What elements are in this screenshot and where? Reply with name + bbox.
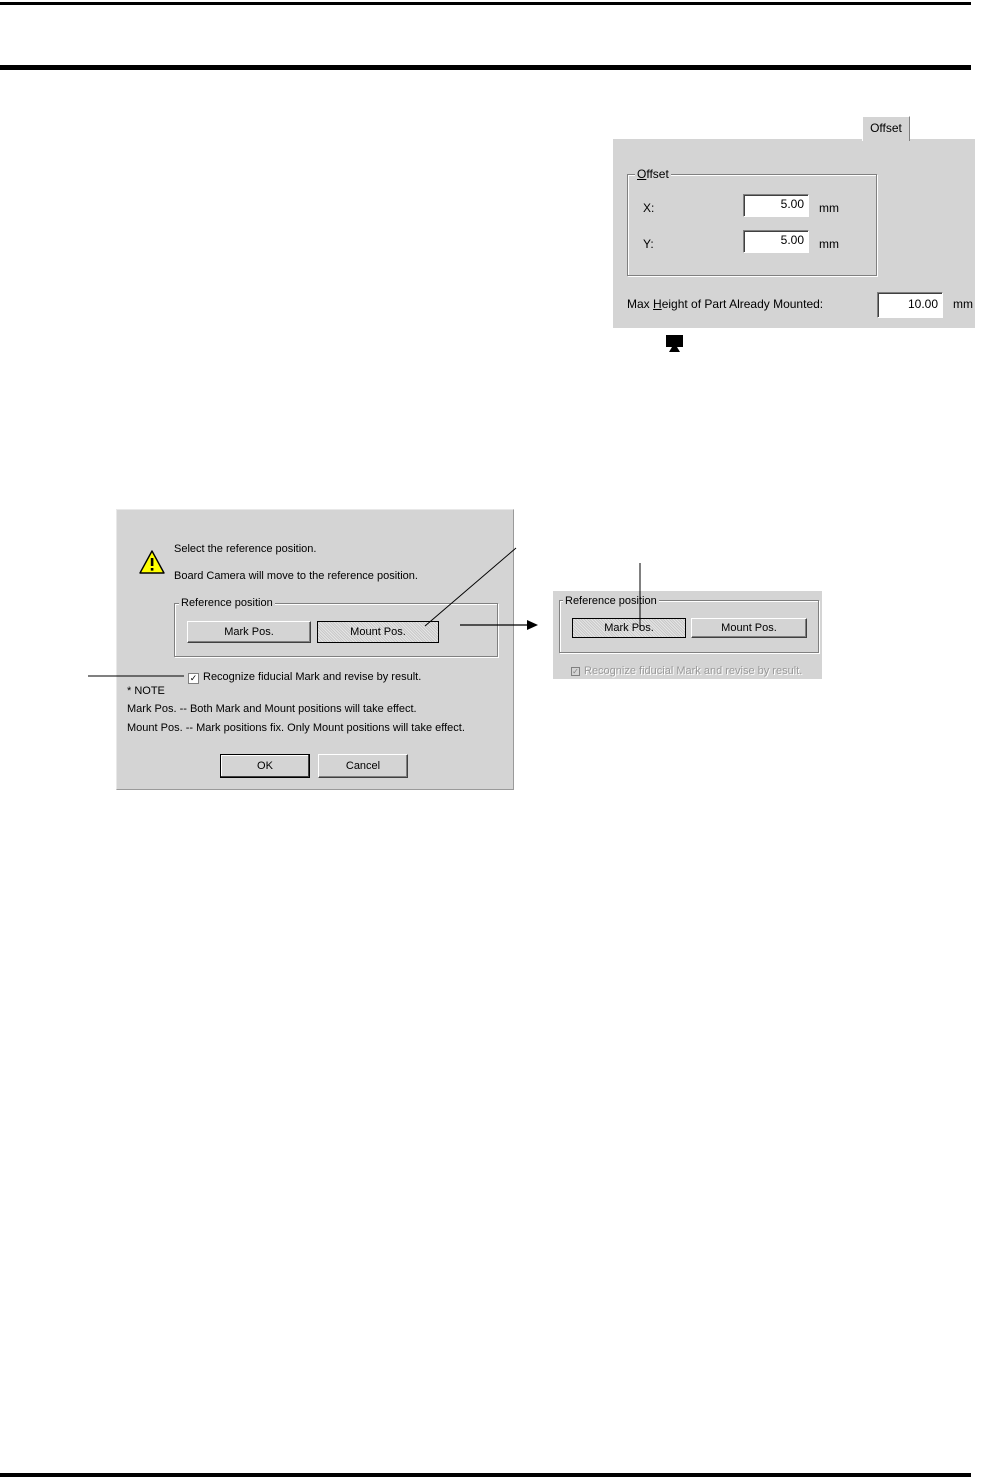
snippet-recognize-checkbox: ✓: [572, 667, 579, 676]
max-height-mnemonic: H: [653, 297, 662, 311]
reference-position-group-label: Reference position: [181, 597, 273, 609]
snippet-group-label: Reference position: [565, 595, 657, 607]
snippet-mount-pos-button[interactable]: Mount Pos.: [691, 618, 807, 638]
mark-pos-button[interactable]: Mark Pos.: [187, 621, 311, 643]
tab-offset[interactable]: [862, 116, 910, 141]
y-offset-field[interactable]: 5.00: [743, 230, 809, 253]
tab-offset-label: Offset: [870, 121, 902, 135]
cancel-button[interactable]: Cancel: [318, 754, 408, 778]
mount-pos-button[interactable]: Mount Pos.: [317, 621, 439, 643]
y-unit-label: mm: [819, 237, 839, 251]
transition-arrow-head: [527, 620, 538, 630]
max-height-label-pre: Max: [627, 297, 654, 311]
note-mark-pos: Mark Pos. -- Both Mark and Mount positions will take effect.: [127, 703, 417, 715]
recognize-fiducial-checkbox[interactable]: ✓: [189, 673, 198, 683]
dialog-message-line1: Select the reference position.: [174, 543, 317, 555]
offset-group-mnemonic: O: [637, 167, 647, 181]
max-height-field[interactable]: 10.00: [877, 292, 943, 318]
mount-pos-callout-line: [425, 548, 516, 626]
snippet-recognize-label: Recognize fiducial Mark and revise by result.: [584, 665, 803, 677]
note-mount-pos: Mount Pos. -- Mark positions fix. Only Mount positions will take effect.: [127, 722, 465, 734]
x-unit-label: mm: [819, 201, 839, 215]
y-label: Y:: [643, 237, 654, 251]
ok-button[interactable]: OK: [220, 754, 310, 778]
offset-group-label-text: ffset: [646, 167, 669, 181]
snippet-mark-pos-button[interactable]: Mark Pos.: [572, 618, 686, 638]
max-height-label-post: eight of Part Already Mounted:: [661, 297, 824, 311]
note-title: * NOTE: [127, 685, 165, 697]
max-height-unit-label: mm: [953, 297, 973, 311]
x-offset-field[interactable]: 5.00: [743, 194, 809, 217]
recognize-fiducial-label: Recognize fiducial Mark and revise by result.: [203, 671, 422, 683]
x-label: X:: [643, 201, 655, 215]
dialog-message-line2: Board Camera will move to the reference position.: [174, 570, 418, 582]
